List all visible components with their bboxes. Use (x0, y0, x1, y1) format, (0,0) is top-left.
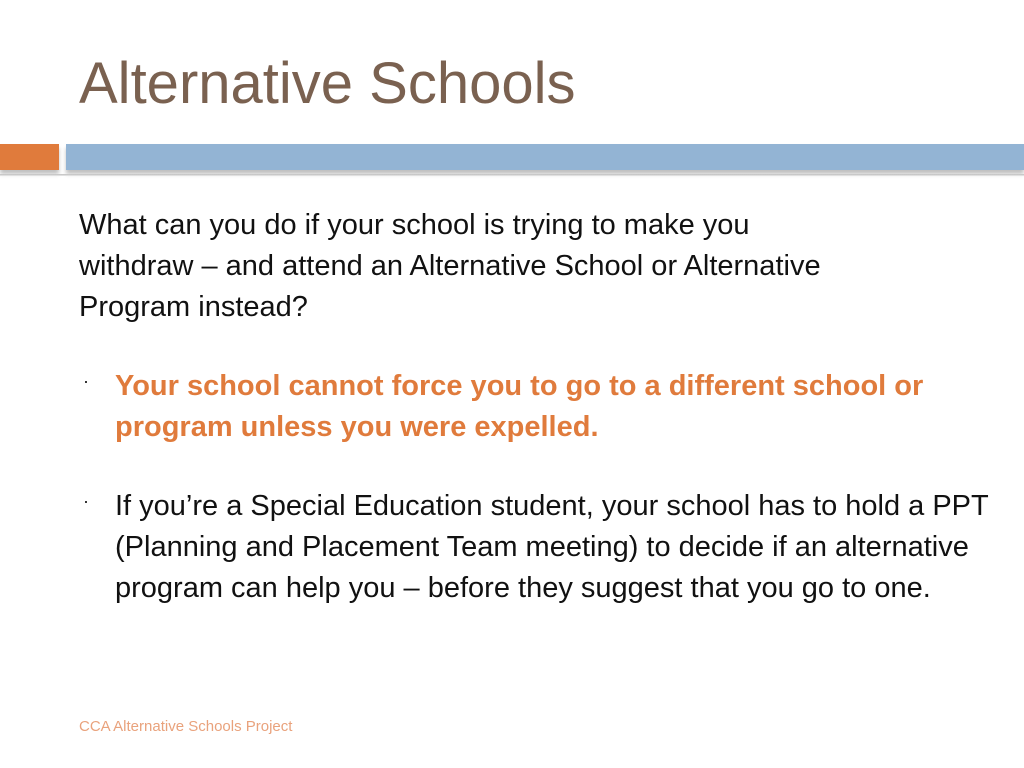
slide-title: Alternative Schools (79, 51, 576, 116)
slide-footer: CCA Alternative Schools Project (79, 718, 293, 735)
bullet-text: Your school cannot force you to go to a different school or program unless you were expelled. (115, 370, 924, 443)
bullet-item-expulsion (79, 366, 989, 448)
bullet-marker: · (83, 491, 89, 511)
intro-question: What can you do if your school is trying to make you withdraw – and attend an Alternative School or Alternative Program instead? (79, 209, 821, 323)
title-divider (0, 144, 1024, 180)
divider-shadow-line (0, 174, 1024, 176)
bullet-marker: · (83, 371, 89, 391)
divider-blue-bar (66, 144, 1024, 170)
divider-orange-block (0, 144, 59, 170)
bullet-list (79, 366, 989, 609)
bullet-item-special-education (79, 486, 989, 609)
bullet-text: If you’re a Special Education student, your school has to hold a PPT (Planning and Placement Team meeting) to decide if an alternative program can help you – before they suggest that you go to one. (115, 490, 989, 604)
